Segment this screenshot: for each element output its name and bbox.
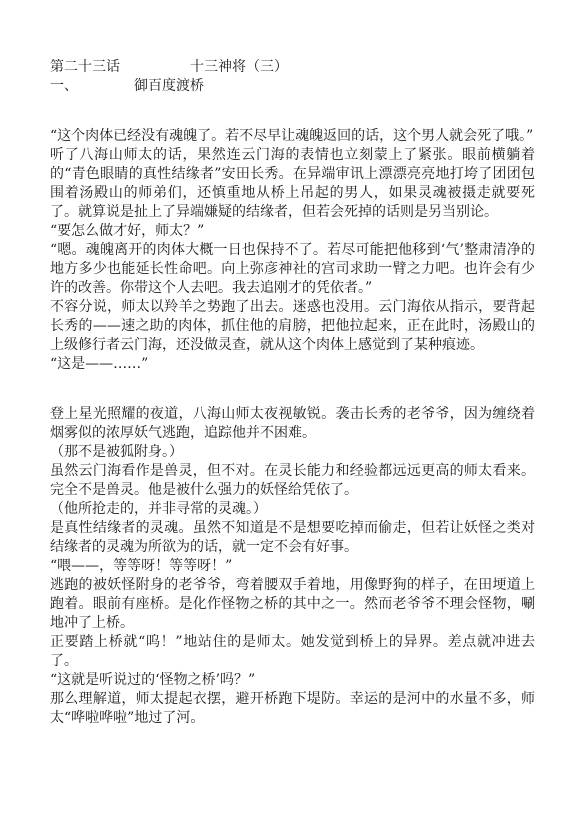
paragraph: “要怎么做才好，师太？” xyxy=(50,223,205,239)
chapter-number: 第二十三话 xyxy=(50,59,120,75)
paragraph: 那么理解道，师太提起衣摆，避开桥跑下堤防。幸运的是河中的水量不多，师太“哗啦哗啦”地过了河。 xyxy=(50,691,535,726)
paragraph: “嗯。魂魄离开的肉体大概一日也保持不了。若尽可能把他移到‘气’整肃清净的地方多少也能延长性命吧。向上弥彦神社的宫司求助一臂之力吧。也许会有少许的改善。你带这个人去吧。我去追刚才的凭依者。” xyxy=(50,242,535,296)
paragraph: “这个肉体已经没有魂魄了。若不尽早让魂魄返回的话，这个男人就会死了哦。” xyxy=(50,128,534,144)
chapter-heading xyxy=(50,58,535,77)
spacer xyxy=(50,96,535,115)
paragraph: 逃跑的被妖怪附身的老爷爷，弯着腰双手着地，用像野狗的样子，在田埂道上跑着。眼前有座桥。是化作怪物之桥的其中之一。然而老爷爷不理会怪物，唰地冲了上桥。 xyxy=(50,577,535,631)
paragraph: 登上星光照耀的夜道，八海山师太夜视敏锐。袭击长秀的老爷爷，因为缠绕着烟雾似的浓厚妖气逃跑，追踪他并不困难。 xyxy=(50,406,535,441)
spacer xyxy=(50,374,535,393)
spacer xyxy=(50,115,535,127)
paragraph: 正要踏上桥就“呜！”地站住的是师太。她发觉到桥上的异界。差点就冲进去了。 xyxy=(50,634,535,669)
paragraph: “这就是听说过的‘怪物之桥’吗？” xyxy=(50,672,256,688)
paragraph: “这是——……” xyxy=(50,356,149,372)
chapter-title: 十三神将（三） xyxy=(190,59,288,75)
spacer xyxy=(50,393,535,405)
section-title: 御百度渡桥 xyxy=(134,78,204,94)
section-number: 一、 xyxy=(50,78,78,94)
paragraph: 不容分说，师太以羚羊之势跑了出去。迷惑也没用。云门海依从指示，要背起长秀的——速之助的肉体，抓住他的肩膀，把他拉起来，正在此时，汤殿山的上级修行者云门海，还没做灵查，就从这个肉体上感觉到了某种痕迹。 xyxy=(50,299,535,353)
paragraph: 虽然云门海看作是兽灵，但不对。在灵长能力和经验都远远更高的师太看来。完全不是兽灵。他是被什么强力的妖怪给凭依了。 xyxy=(50,463,535,498)
section-heading xyxy=(50,77,535,96)
paragraph: 是真性结缘者的灵魂。虽然不知道是不是想要吃掉而偷走，但若让妖怪之类对结缘者的灵魂为所欲为的话，就一定不会有好事。 xyxy=(50,520,535,555)
paragraph: “喂——，等等呀！等等呀！” xyxy=(50,558,233,574)
paragraph: （他所抢走的，并非寻常的灵魂。） xyxy=(50,501,267,517)
paragraph: 听了八海山师太的话，果然连云门海的表情也立刻蒙上了紧张。眼前横躺着的“青色眼睛的真性结缘者”安田长秀。在异端审讯上漂漂亮亮地打垮了团团包围着汤殿山的师弟们，还慎重地从桥上吊起的男人，如果灵魂被摄走就要死了。就算说是扯上了异端嫌疑的结缘者，但若会死掉的话则是另当别论。 xyxy=(50,147,535,220)
document-page xyxy=(50,58,535,728)
paragraph: （那不是被狐附身。） xyxy=(50,444,183,460)
